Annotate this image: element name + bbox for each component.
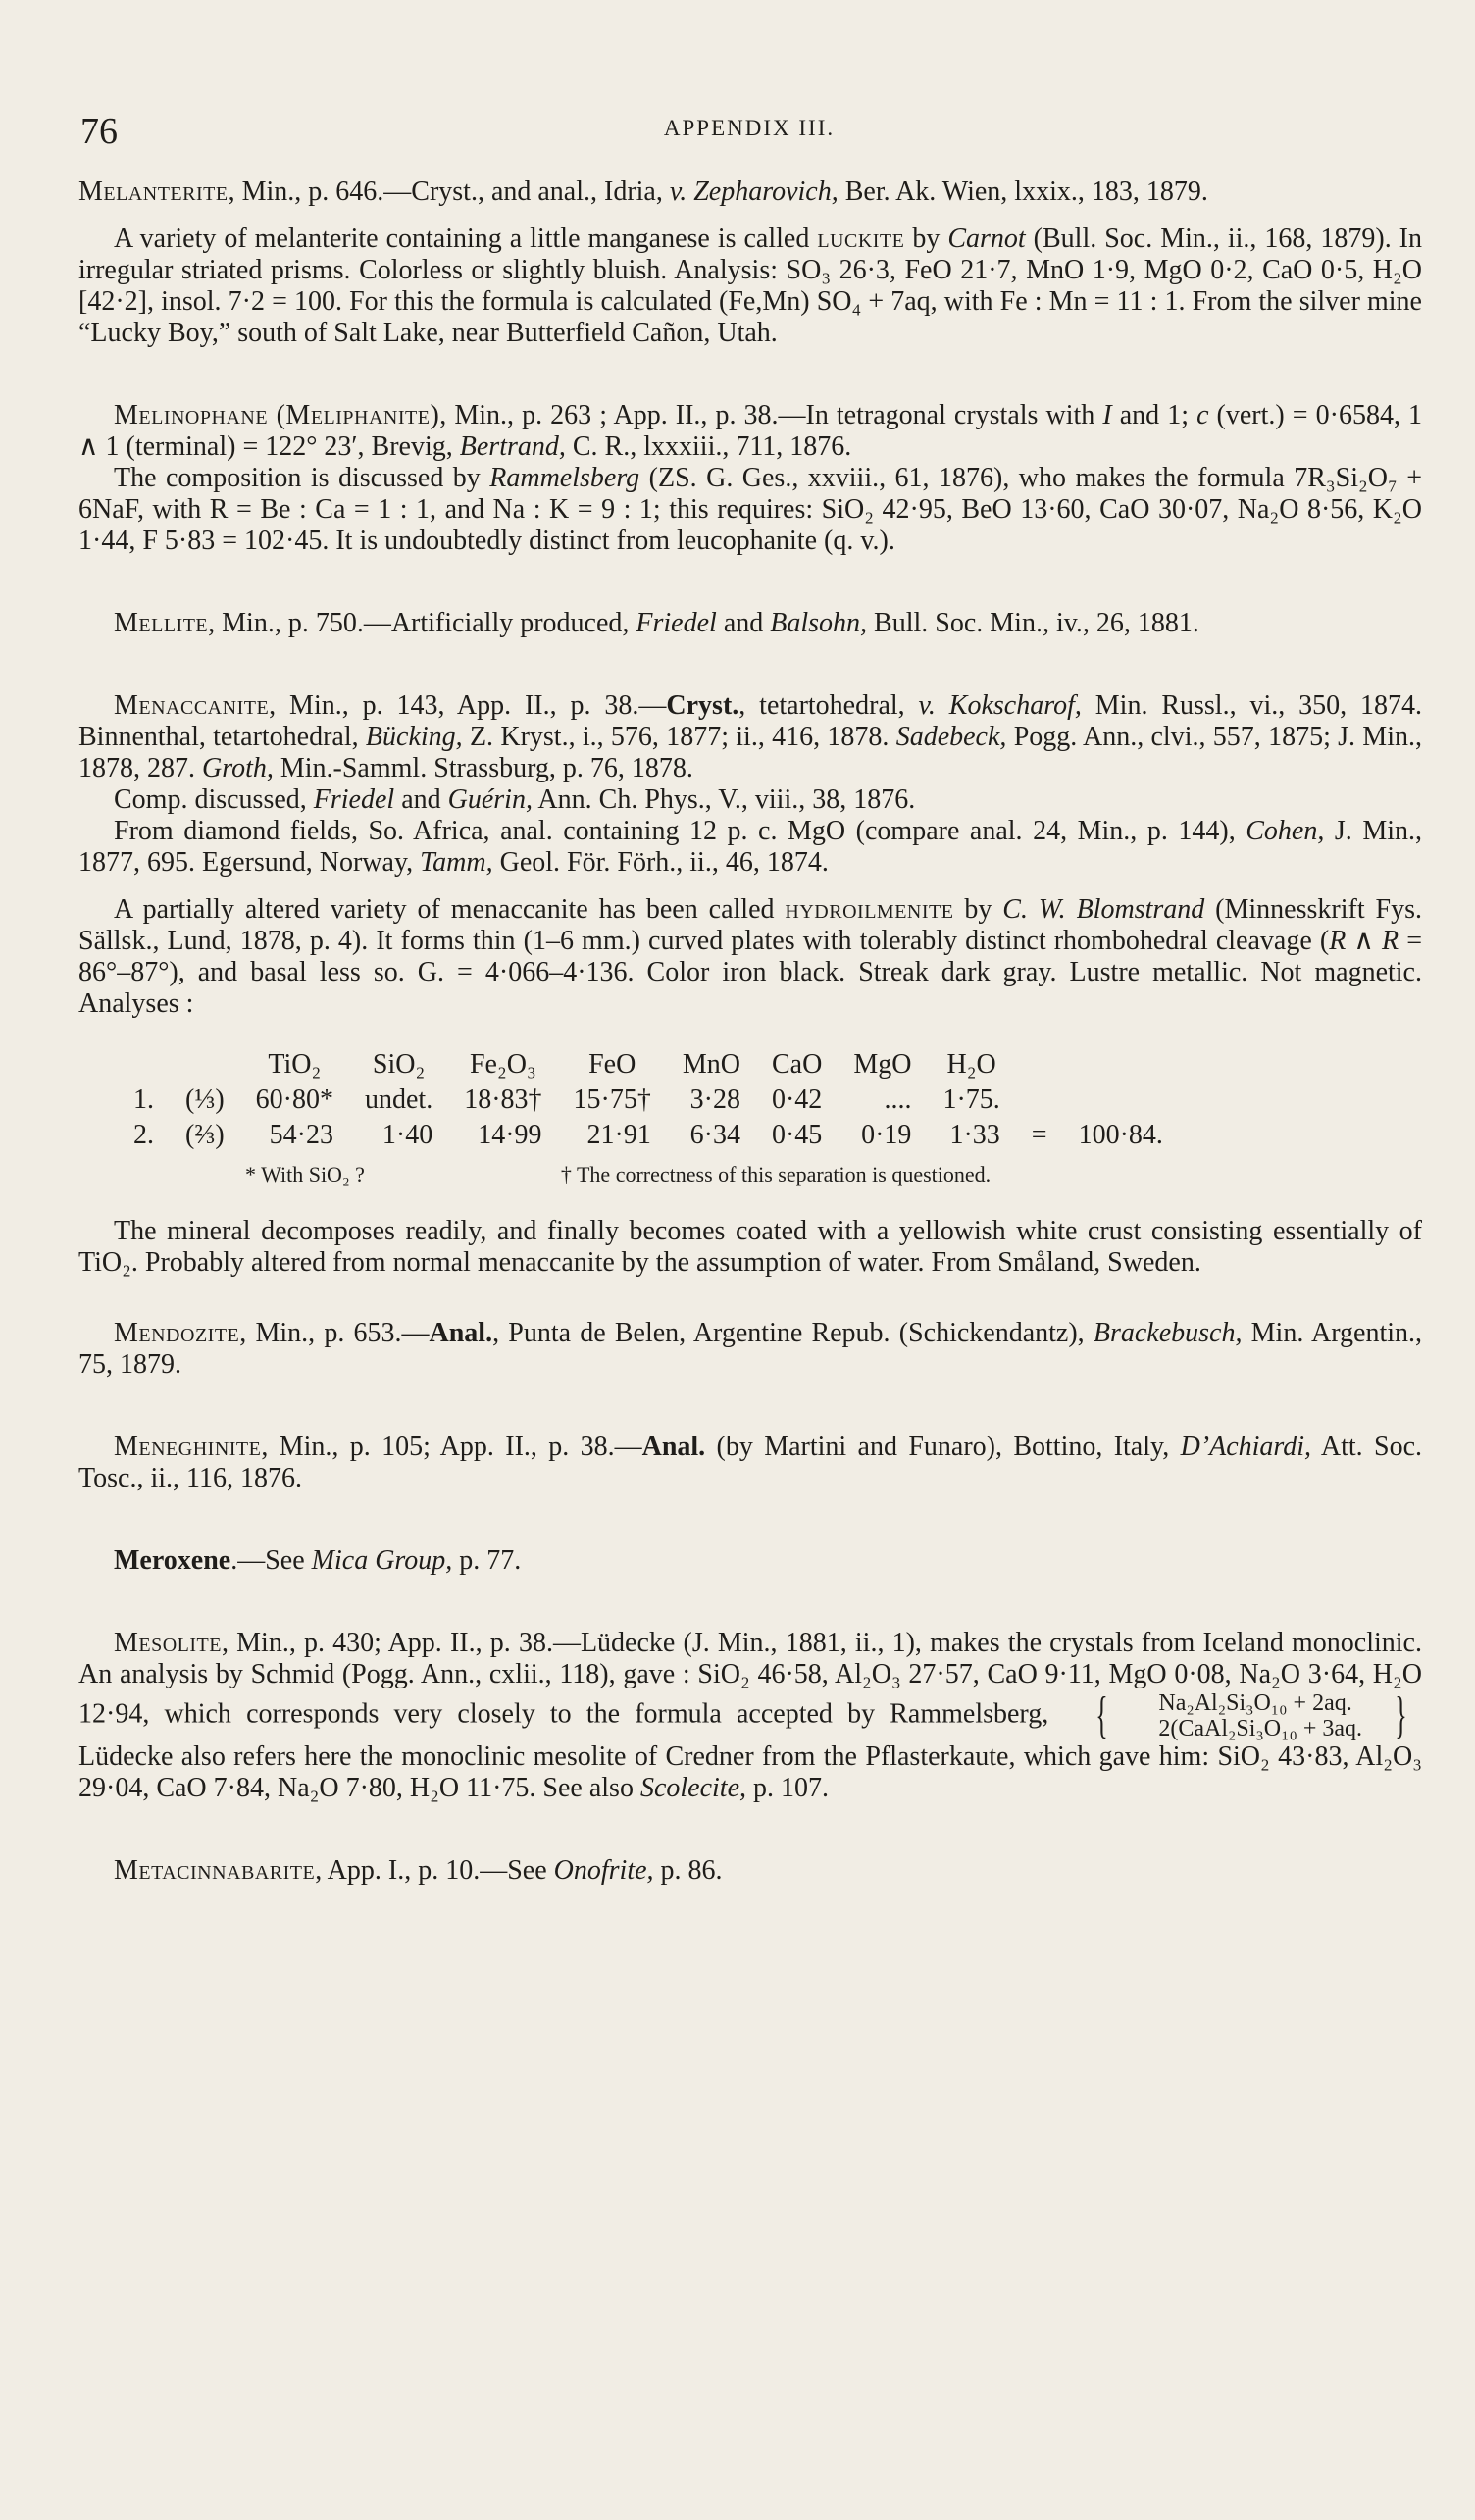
analyses-table bbox=[118, 1047, 1179, 1153]
text: and bbox=[716, 608, 771, 638]
text: Geol. För. Förh., ii., 46, 1874. bbox=[492, 847, 829, 878]
text: = 86°–87°), and basal less so. G. = 4·066–4·136. Color iron black. Streak dark gray. Lustre metallic. Not magnetic. Analyses : bbox=[78, 926, 1422, 1019]
table-header-cell: FeO bbox=[588, 1049, 636, 1080]
author-name: Guérin, bbox=[447, 784, 533, 815]
text: Ber. Ak. Wien, lxxix., 183, 1879. bbox=[838, 176, 1208, 207]
paragraph bbox=[78, 608, 1422, 639]
paragraph bbox=[78, 1432, 1422, 1494]
formula-stack bbox=[1123, 1690, 1362, 1741]
entry-metacinnabarite bbox=[78, 1855, 1422, 1887]
paragraph bbox=[78, 400, 1422, 463]
text: , App. I., p. 10.—See bbox=[315, 1855, 554, 1886]
table-cell: 1·40 bbox=[381, 1120, 433, 1150]
table-header-cell: MgO bbox=[853, 1049, 912, 1080]
table-cell: 0·45 bbox=[771, 1120, 823, 1150]
author-name: Zepharovich, bbox=[693, 176, 839, 207]
author-name: Groth, bbox=[202, 753, 274, 783]
text: , Min., p. 143, App. II., p. 38.— bbox=[269, 690, 667, 721]
table-cell: 21·91 bbox=[586, 1120, 651, 1150]
table-row bbox=[118, 1083, 1179, 1118]
author-name: Sadebeck, bbox=[895, 722, 1007, 752]
text: by bbox=[953, 894, 1003, 925]
table-cell: 2. bbox=[133, 1120, 154, 1150]
author-name: Rammelsberg bbox=[489, 463, 640, 493]
brace-right-icon: } bbox=[1395, 1688, 1407, 1743]
text: C. R., lxxxiii., 711, 1876. bbox=[565, 431, 852, 462]
table-cell: 1·33 bbox=[949, 1120, 1000, 1150]
text: , Min., p. 750.—Artificially produced, bbox=[208, 608, 636, 638]
entry-mellite bbox=[78, 608, 1422, 639]
paragraph bbox=[78, 816, 1422, 879]
entry-meneghinite bbox=[78, 1432, 1422, 1494]
text: (by Martini and Funaro), Bottino, Italy, bbox=[705, 1432, 1181, 1462]
text: Min. Argentin., 75, 1879. bbox=[78, 1318, 1422, 1380]
brace-left-icon: { bbox=[1095, 1688, 1109, 1743]
text: (vert.) = 0·6584, 1 ∧ 1 (terminal) = 122° 23′, Brevig, bbox=[78, 400, 1423, 462]
table-cell: .... bbox=[884, 1084, 912, 1115]
mineral-name: Mendozite bbox=[114, 1318, 240, 1348]
paragraph bbox=[78, 224, 1422, 349]
paragraph bbox=[78, 894, 1422, 1020]
author-name: Carnot bbox=[947, 224, 1026, 254]
paragraph bbox=[78, 176, 1422, 208]
text-bold: Cryst. bbox=[666, 690, 739, 721]
table-cell: 0·19 bbox=[861, 1120, 912, 1150]
table-header-row bbox=[118, 1047, 1179, 1083]
footnote: * With SiO₂ ? bbox=[245, 1162, 365, 1186]
table-cell: 54·23 bbox=[269, 1120, 333, 1150]
text: A partially altered variety of menaccanite has been called bbox=[114, 894, 786, 925]
table-header-cell: SiO₂ bbox=[372, 1049, 426, 1080]
text: (Minnesskrift Fys. Sällsk., Lund, 1878, p. 4). It forms thin (1–6 mm.) curved plates with tolerably distinct rhombohedral cleavage ( bbox=[78, 894, 1422, 956]
table-cell: 100·84. bbox=[1078, 1120, 1163, 1150]
footnote: † The correctness of this separation is questioned. bbox=[560, 1162, 992, 1186]
table-row bbox=[118, 1118, 1179, 1153]
text: p. 86. bbox=[653, 1855, 723, 1886]
table-cell: 6·34 bbox=[689, 1120, 740, 1150]
table-cell: (⅓) bbox=[185, 1084, 225, 1115]
paragraph: The mineral decomposes readily, and finally becomes coated with a yellowish white crust consisting essentially of TiO₂. Probably altered from normal menaccanite by the assumption of water. From Småland, Sweden. bbox=[78, 1216, 1422, 1278]
cross-reference: Scolecite, bbox=[639, 1773, 747, 1803]
text: , Min., p. 263 ; App. II., p. 38.—In tetragonal crystals with bbox=[439, 400, 1103, 430]
author-name: Tamm, bbox=[420, 847, 493, 878]
author-name: D’Achiardi, bbox=[1180, 1432, 1312, 1462]
author-name: Kokscharof, bbox=[948, 690, 1082, 721]
entry-melinophane bbox=[78, 400, 1422, 557]
text: and bbox=[394, 784, 448, 815]
table-cell: 1. bbox=[133, 1084, 154, 1115]
paragraph bbox=[78, 784, 1422, 816]
mineral-name: Menaccanite bbox=[114, 690, 270, 721]
text-italic: v. bbox=[918, 690, 936, 721]
mineral-name: luckite bbox=[817, 224, 905, 254]
table-cell bbox=[1016, 1083, 1063, 1118]
paragraph bbox=[78, 1318, 1422, 1381]
text: Pogg. Ann., clvi., 557, 1875; J. Min., 1878, 287. bbox=[78, 722, 1422, 783]
table-cell: 3·28 bbox=[689, 1084, 740, 1115]
table-header-cell bbox=[1016, 1047, 1063, 1083]
text: A variety of melanterite containing a little manganese is called bbox=[114, 224, 818, 254]
table-cell: = bbox=[1031, 1120, 1047, 1150]
entry-mendozite bbox=[78, 1318, 1422, 1381]
text: p. 77. bbox=[452, 1545, 522, 1576]
table-cell: 18·83† bbox=[464, 1084, 542, 1115]
text: (ZS. G. Ges., xxviii., 61, 1876), who makes the formula 7R₃Si₂O₇ + 6NaF, with R = Be : Ca = 1 : 1, and Na : K = 9 : 1; this requires: SiO₂ 42·95, BeO 13·60, CaO 30·07, Na₂O 8·56, K₂O 1·44, F 5·83 = 102·45. It is undoubtedly distinct from leucophanite (q. v.). bbox=[78, 463, 1422, 556]
text: Ann. Ch. Phys., V., viii., 38, 1876. bbox=[532, 784, 916, 815]
author-name: C. W. Blomstrand bbox=[1002, 894, 1205, 925]
formula-line: 2(CaAl₂Si₃O₁₀ + 3aq. bbox=[1158, 1716, 1363, 1741]
table-cell: 0·42 bbox=[771, 1084, 823, 1115]
text: Z. Kryst., i., 576, 1877; ii., 416, 1878. bbox=[462, 722, 896, 752]
page-number: 76 bbox=[80, 111, 118, 152]
text-italic: I bbox=[1102, 400, 1112, 430]
text: by bbox=[904, 224, 948, 254]
text: , Min., p. 646.—Cryst., and anal., Idria, bbox=[228, 176, 670, 207]
text: , Min., p. 653.— bbox=[239, 1318, 430, 1348]
table-header-cell: MnO bbox=[682, 1049, 740, 1080]
text: Min.-Samml. Strassburg, p. 76, 1878. bbox=[273, 753, 693, 783]
text: Min. Russl., vi., 350, 1874. Binnenthal, tetartohedral, bbox=[78, 690, 1423, 752]
table-cell: 60·80* bbox=[255, 1084, 333, 1115]
text: and 1; bbox=[1111, 400, 1197, 430]
formula-brace bbox=[1063, 1690, 1422, 1741]
text: p. 107. bbox=[746, 1773, 830, 1803]
text: From diamond fields, So. Africa, anal. containing 12 p. c. MgO (compare anal. 24, Min., p. 144), bbox=[114, 816, 1246, 846]
page-header bbox=[80, 110, 1418, 152]
author-name: Bücking, bbox=[365, 722, 463, 752]
table-header-cell bbox=[170, 1047, 240, 1083]
text: , Min., p. 430; App. II., p. 38.—Lüdecke (J. Min., 1881, ii., 1), makes the crystals from Iceland monoclinic. An analysis by Schmid (Pogg. Ann., cxlii., 118), gave : SiO₂ 46·58, Al₂O₃ 27·57, CaO 9·11, MgO 0·08, Na₂O 3·64, H₂O 12·94, which corresponds very closely to the formula accepted by Rammelsberg, bbox=[78, 1628, 1422, 1730]
mineral-name: hydroilmenite bbox=[785, 894, 954, 925]
table-cell: 15·75† bbox=[573, 1084, 651, 1115]
mineral-name: Mellite bbox=[114, 608, 209, 638]
table-header-cell: Fe₂O₃ bbox=[469, 1049, 536, 1080]
text: Bull. Soc. Min., iv., 26, 1881. bbox=[867, 608, 1199, 638]
cross-reference: Onofrite, bbox=[553, 1855, 654, 1886]
author-name: Friedel bbox=[313, 784, 395, 815]
paragraph bbox=[78, 1628, 1422, 1804]
text: , tetartohedral, bbox=[738, 690, 919, 721]
text: .—See bbox=[230, 1545, 312, 1576]
paragraph bbox=[78, 1545, 1422, 1577]
mineral-name: Mesolite bbox=[114, 1628, 222, 1658]
table-header-cell bbox=[1063, 1047, 1179, 1083]
mineral-name: Meroxene bbox=[114, 1545, 231, 1576]
text: The composition is discussed by bbox=[114, 463, 490, 493]
entry-melanterite bbox=[78, 176, 1422, 349]
mineral-name: Metacinnabarite bbox=[114, 1855, 316, 1886]
formula-line: Na₂Al₂Si₃O₁₀ + 2aq. bbox=[1158, 1690, 1352, 1716]
paragraph bbox=[78, 1855, 1422, 1887]
text-bold: Anal. bbox=[641, 1432, 706, 1462]
text: J. Min., 1877, 695. Egersund, Norway, bbox=[78, 816, 1422, 878]
text: Comp. discussed, bbox=[114, 784, 314, 815]
author-name: Brackebusch, bbox=[1093, 1318, 1243, 1348]
mineral-name: Melinophane (Meliphanite) bbox=[114, 400, 440, 430]
table-header-cell: H₂O bbox=[946, 1049, 996, 1080]
text: (Bull. Soc. Min., ii., 168, 1879). In irregular striated prisms. Colorless or slightly bluish. Analysis: SO₃ 26·3, FeO 21·7, MnO 1·9, MgO 0·2, CaO 0·5, H₂O [42·2], insol. 7·2 = 100. For this the formula is calculated (Fe,Mn) SO₄ + 7aq, with Fe : Mn = 11 : 1. From the silver mine “Lucky Boy,” south of Salt Lake, near Butterfield Cañon, Utah. bbox=[78, 224, 1423, 348]
table-cell bbox=[1063, 1083, 1179, 1118]
table-header-cell: TiO₂ bbox=[268, 1049, 322, 1080]
cross-reference: Mica Group, bbox=[311, 1545, 453, 1576]
text: ∧ bbox=[1346, 926, 1382, 956]
text-italic: v. bbox=[669, 176, 687, 207]
running-head: APPENDIX III. bbox=[663, 116, 836, 140]
text: , Punta de Belen, Argentine Repub. (Schickendantz), bbox=[492, 1318, 1094, 1348]
text: Lüdecke also refers here the monoclinic mesolite of Credner from the Pflasterkaute, which gave him: SiO₂ 43·83, Al₂O₃ 29·04, CaO 7·84, Na₂O 7·80, H₂O 11·75. See also bbox=[78, 1741, 1422, 1803]
page-body bbox=[78, 176, 1422, 1938]
table-footnotes bbox=[245, 1159, 1422, 1190]
text-bold: Anal. bbox=[429, 1318, 493, 1348]
author-name: Friedel bbox=[636, 608, 717, 638]
paragraph bbox=[78, 690, 1422, 784]
mineral-name: Meneghinite bbox=[114, 1432, 262, 1462]
text-italic: R bbox=[1382, 926, 1399, 956]
author-name: Balsohn, bbox=[770, 608, 868, 638]
entry-mesolite bbox=[78, 1628, 1422, 1804]
table-cell: 14·99 bbox=[478, 1120, 542, 1150]
author-name: Cohen, bbox=[1246, 816, 1325, 846]
text-italic: R bbox=[1329, 926, 1347, 956]
entry-meroxene bbox=[78, 1545, 1422, 1577]
paragraph bbox=[78, 463, 1422, 557]
mineral-name: Melanterite bbox=[78, 176, 229, 207]
text-italic: c bbox=[1196, 400, 1209, 430]
table-cell: 1·75. bbox=[942, 1084, 1000, 1115]
entry-menaccanite bbox=[78, 690, 1422, 1279]
table-header-cell: CaO bbox=[771, 1049, 823, 1080]
table-cell: (⅔) bbox=[185, 1120, 225, 1150]
text: , Min., p. 105; App. II., p. 38.— bbox=[261, 1432, 642, 1462]
table-cell: undet. bbox=[364, 1084, 433, 1115]
author-name: Bertrand, bbox=[459, 431, 566, 462]
text: Att. Soc. Tosc., ii., 116, 1876. bbox=[78, 1432, 1423, 1493]
table-header-cell bbox=[118, 1047, 170, 1083]
